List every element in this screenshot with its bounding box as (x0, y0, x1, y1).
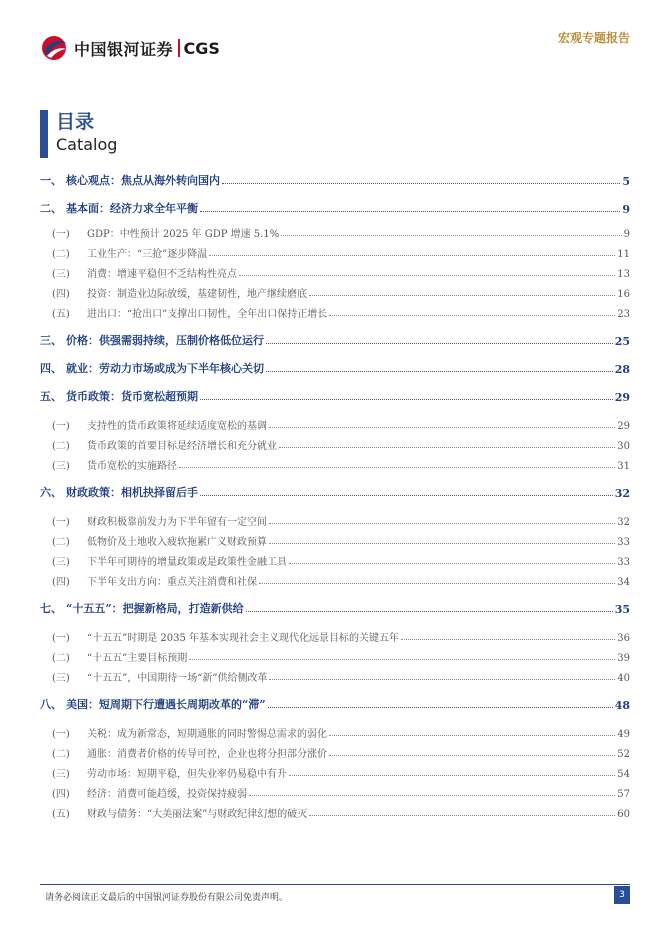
toc-entry-number: (二) (52, 441, 70, 452)
toc-subsection-entry[interactable] (40, 304, 630, 320)
toc-entry-title: 基本面：经济力求全年平衡 (66, 202, 198, 215)
toc-subsection-entry[interactable] (40, 244, 630, 260)
toc-subsection-entry[interactable] (40, 552, 630, 568)
toc-dot-leader (209, 255, 615, 256)
toc-entry-number: 四、 (40, 362, 62, 375)
toc-entry-page: 29 (614, 391, 630, 404)
toc-subsection-entry[interactable] (40, 764, 630, 780)
toc-entry-number: 五、 (40, 390, 62, 403)
toc-dot-leader (179, 467, 615, 468)
toc-entry-title: 消费：增速平稳但不乏结构性亮点 (87, 269, 237, 280)
toc-entry-page: 5 (622, 175, 630, 188)
toc-entry-title: 下半年支出方向：重点关注消费和社保 (87, 577, 257, 588)
toc-subsection-entry[interactable] (40, 648, 630, 664)
toc-entry-number: 六、 (40, 486, 62, 499)
toc-entry-title: 工业生产：“三抢”逐步降温 (87, 249, 208, 260)
toc-entry-page: 9 (622, 203, 630, 216)
toc-entry-number: (一) (52, 729, 70, 740)
toc-entry-page: 52 (617, 749, 630, 760)
toc-entry-number: (三) (52, 673, 70, 684)
toc-dot-leader (269, 543, 615, 544)
toc-entry-number: (二) (52, 749, 70, 760)
toc-dot-leader (309, 815, 615, 816)
toc-entry-title: 支持性的货币政策将延续适度宽松的基调 (87, 421, 267, 432)
toc-dot-leader (289, 775, 615, 776)
toc-entry-page: 60 (617, 809, 630, 820)
toc-dot-leader (289, 563, 615, 564)
toc-entry-title: 经济：消费可能趋缓，投资保持疲弱 (87, 789, 247, 800)
toc-subsection-entry[interactable] (40, 512, 630, 528)
toc-entry-page: 57 (617, 789, 630, 800)
toc-section-entry[interactable] (40, 360, 630, 376)
toc-dot-leader (269, 523, 615, 524)
toc-entry-title: 下半年可期待的增量政策或是政策性金融工具 (87, 557, 287, 568)
toc-entry-number: (二) (52, 653, 70, 664)
toc-entry-page: 33 (617, 537, 630, 548)
galaxy-logo-icon (41, 35, 69, 61)
toc-section-entry[interactable] (40, 200, 630, 216)
toc-entry-number: (一) (52, 421, 70, 432)
toc-entry-number: 三、 (40, 334, 62, 347)
toc-dot-leader (269, 427, 615, 428)
toc-entry-number: (三) (52, 557, 70, 568)
toc-subsection-entry[interactable] (40, 628, 630, 644)
toc-dot-leader (268, 707, 613, 708)
toc-entry-title: 低物价及土地收入疲软拖累广义财政预算 (87, 537, 267, 548)
toc-entry-title: 进出口：“抢出口”支撑出口韧性，全年出口保持正增长 (87, 309, 328, 320)
toc-entry-page: 11 (617, 249, 630, 260)
toc-entry-title: “十五五”：把握新格局，打造新供给 (66, 602, 244, 615)
toc-entry-number: (三) (52, 461, 70, 472)
toc-dot-leader (329, 735, 615, 736)
toc-entry-title: 财政与债务：“大美丽法案”与财政纪律幻想的破灭 (87, 809, 308, 820)
logo-english-name: CGS (183, 38, 220, 58)
toc-entry-page: 54 (617, 769, 630, 780)
toc-dot-leader (329, 755, 615, 756)
toc-entry-title: 价格：供强需弱持续，压制价格低位运行 (66, 334, 264, 347)
toc-entry-page: 33 (617, 557, 630, 568)
toc-entry-number: (五) (52, 809, 70, 820)
toc-entry-page: 32 (617, 517, 630, 528)
toc-entry-page: 9 (623, 229, 630, 240)
toc-entry-title: 美国：短周期下行遭遇长周期改革的“滞” (66, 698, 266, 711)
toc-subsection-entry[interactable] (40, 264, 630, 280)
toc-subtitle: Catalog (56, 135, 118, 154)
toc-entry-title: 财政积极靠前发力为下半年留有一定空间 (87, 517, 267, 528)
toc-subsection-entry[interactable] (40, 456, 630, 472)
toc-dot-leader (200, 399, 613, 400)
toc-subsection-entry[interactable] (40, 436, 630, 452)
toc-section-entry[interactable] (40, 388, 630, 404)
toc-subsection-entry[interactable] (40, 724, 630, 740)
toc-section-entry[interactable] (40, 696, 630, 712)
toc-subsection-entry[interactable] (40, 784, 630, 800)
toc-dot-leader (329, 315, 615, 316)
toc-entry-title: “十五五”主要目标预期 (87, 653, 188, 664)
toc-entry-title: 财政政策：相机抉择留后手 (66, 486, 198, 499)
toc-entry-page: 32 (614, 487, 630, 500)
toc-entry-page: 34 (617, 577, 630, 588)
toc-entry-title: “十五五”，中国期待一场“新”供给侧改革 (87, 673, 268, 684)
toc-subsection-entry[interactable] (40, 572, 630, 588)
toc-entry-number: (四) (52, 789, 70, 800)
toc-entry-number: 一、 (40, 174, 62, 187)
report-type-label: 宏观专题报告 (557, 31, 630, 45)
toc-dot-leader (269, 679, 615, 680)
toc-entry-number: (一) (52, 633, 70, 644)
toc-entry-number: (一) (52, 517, 70, 528)
page-header (0, 0, 662, 70)
toc-dot-leader (239, 275, 615, 276)
toc-subsection-entry[interactable] (40, 532, 630, 548)
toc-entry-title: 核心观点：焦点从海外转向国内 (66, 174, 220, 187)
toc-section-entry[interactable] (40, 484, 630, 500)
logo-separator (178, 39, 180, 57)
toc-subsection-entry[interactable] (40, 416, 630, 432)
toc-dot-leader (401, 639, 615, 640)
toc-entry-number: 八、 (40, 698, 62, 711)
toc-entry-number: (三) (52, 269, 70, 280)
toc-entry-title: “十五五”时期是 2035 年基本实现社会主义现代化远景目标的关键五年 (87, 633, 400, 644)
company-logo (41, 35, 220, 61)
toc-entry-title: 关税：成为新常态，短期通胀的同时警惕总需求的弱化 (87, 729, 327, 740)
toc-section-entry[interactable] (40, 172, 630, 188)
footer-disclaimer: 请务必阅读正文最后的中国银河证券股份有限公司免责声明。 (45, 893, 289, 903)
toc-subsection-entry[interactable] (40, 284, 630, 300)
footer-divider (40, 884, 630, 885)
toc-entry-page: 30 (617, 441, 630, 452)
toc-entry-title: 就业：劳动力市场或成为下半年核心关切 (66, 362, 264, 375)
toc-entry-title: 投资：制造业边际放缓，基建韧性，地产继续磨底 (87, 289, 307, 300)
toc-entry-page: 49 (617, 729, 630, 740)
toc-entry-page: 48 (614, 699, 630, 712)
toc-subsection-entry[interactable] (40, 804, 630, 820)
toc-entry-number: (四) (52, 577, 70, 588)
toc-entry-number: (二) (52, 537, 70, 548)
toc-dot-leader (279, 447, 615, 448)
toc-subsection-entry[interactable] (40, 744, 630, 760)
toc-entry-page: 35 (614, 603, 630, 616)
toc-entry-title: 货币宽松的实施路径 (87, 461, 177, 472)
logo-chinese-name: 中国银河证券 (74, 39, 174, 59)
toc-section-entry[interactable] (40, 332, 630, 348)
toc-dot-leader (309, 295, 615, 296)
toc-dot-leader (266, 371, 613, 372)
toc-title: 目录 (56, 111, 95, 133)
toc-entry-title: 劳动市场：短期平稳，但失业率仍易稳中有升 (87, 769, 287, 780)
toc-dot-leader (189, 659, 615, 660)
toc-entry-title: 通胀：消费者价格的传导可控，企业也将分担部分涨价 (87, 749, 327, 760)
toc-entry-number: (二) (52, 249, 70, 260)
toc-dot-leader (246, 611, 613, 612)
toc-entry-page: 29 (617, 421, 630, 432)
toc-entry-number: (四) (52, 289, 70, 300)
toc-entry-title: 货币政策：货币宽松超预期 (66, 390, 198, 403)
toc-dot-leader (222, 183, 620, 184)
toc-entry-page: 40 (617, 673, 630, 684)
toc-dot-leader (200, 495, 613, 496)
page-number-badge: 3 (614, 886, 630, 904)
toc-dot-leader (200, 211, 620, 212)
toc-entry-number: 七、 (40, 602, 62, 615)
toc-entry-number: (三) (52, 769, 70, 780)
toc-dot-leader (281, 235, 621, 236)
toc-subsection-entry[interactable] (40, 224, 630, 240)
toc-entry-page: 13 (617, 269, 630, 280)
toc-entry-page: 28 (614, 363, 630, 376)
toc-dot-leader (249, 795, 615, 796)
toc-entry-number: 二、 (40, 202, 62, 215)
toc-entry-page: 31 (617, 461, 630, 472)
toc-subsection-entry[interactable] (40, 668, 630, 684)
toc-entry-title: 货币政策的首要目标是经济增长和充分就业 (87, 441, 277, 452)
toc-section-entry[interactable] (40, 600, 630, 616)
toc-accent-bar (40, 110, 48, 158)
toc-entry-title: GDP：中性预计 2025 年 GDP 增速 5.1% (87, 229, 280, 240)
toc-entry-number: (一) (52, 229, 70, 240)
toc-entry-page: 39 (617, 653, 630, 664)
toc-dot-leader (266, 343, 613, 344)
toc-entry-page: 23 (617, 309, 630, 320)
toc-entry-number: (五) (52, 309, 70, 320)
toc-entry-page: 25 (614, 335, 630, 348)
toc-entry-page: 36 (617, 633, 630, 644)
toc-entry-page: 16 (617, 289, 630, 300)
toc-dot-leader (259, 583, 615, 584)
